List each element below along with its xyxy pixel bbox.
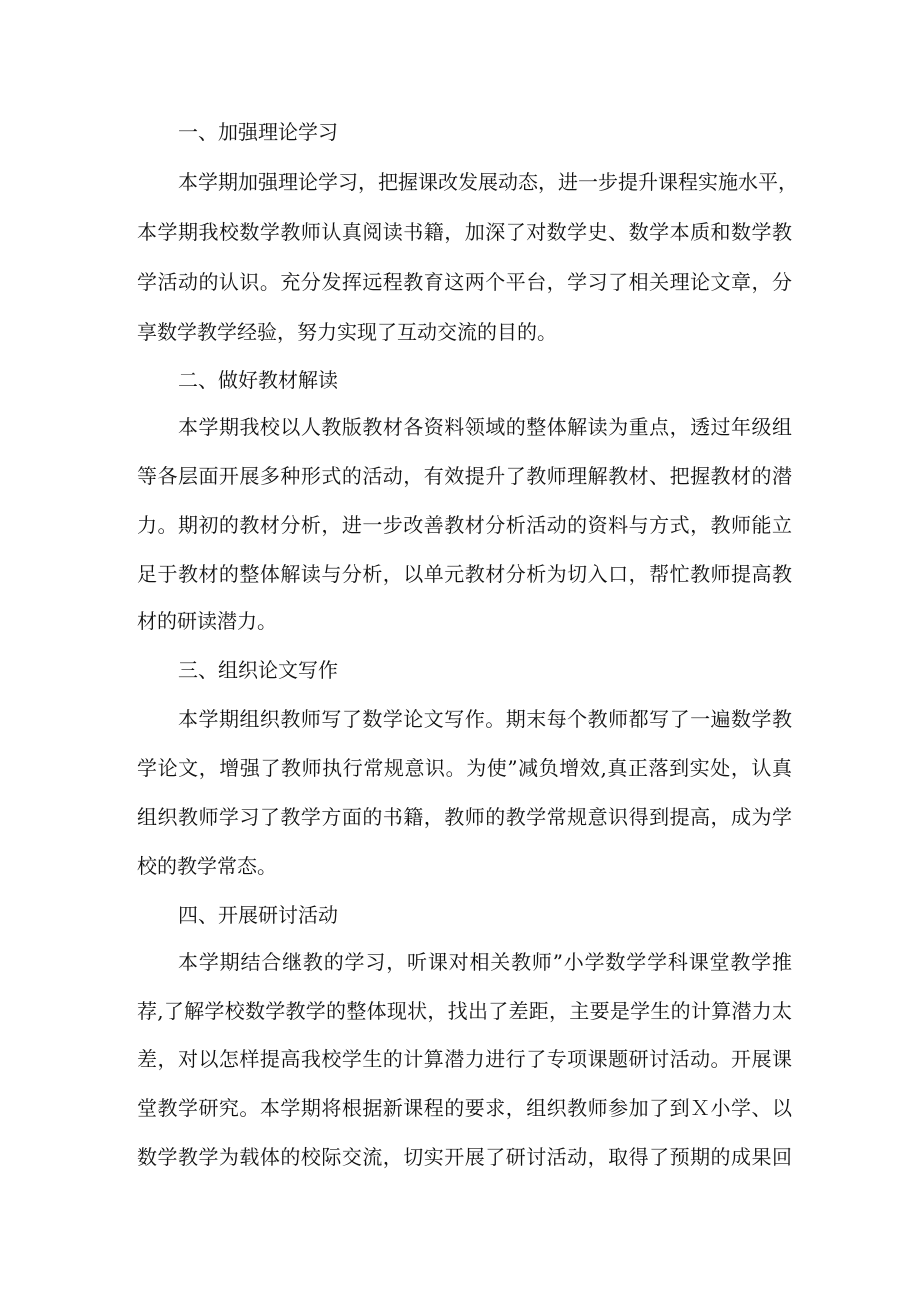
paragraph-3-line-3: 组织教师学习了教学方面的书籍，教师的教学常规意识得到提高，成为学	[137, 805, 792, 829]
paragraph-4-line-4: 堂教学研究。本学期将根据新课程的要求，组织教师参加了到Ｘ小学、以	[137, 1096, 792, 1120]
paragraph-4-line-2: 荐,了解学校数学教学的整体现状，找出了差距，主要是学生的计算潜力太	[137, 999, 792, 1023]
section-heading-1: 一、加强理论学习	[178, 120, 338, 144]
paragraph-1-line-3: 学活动的认识。充分发挥远程教育这两个平台，学习了相关理论文章，分	[137, 270, 792, 294]
paragraph-1-line-4: 享数学教学经验，努力实现了互动交流的目的。	[137, 320, 557, 344]
section-heading-3: 三、组织论文写作	[178, 658, 338, 682]
paragraph-2-line-1: 本学期我校以人教版教材各资料领域的整体解读为重点，透过年级组	[178, 415, 792, 439]
paragraph-4-line-1: 本学期结合继教的学习，听课对相关教师”小学数学学科课堂教学推	[178, 950, 792, 974]
paragraph-4-line-5: 数学教学为载体的校际交流，切实开展了研讨活动，取得了预期的成果回	[137, 1145, 792, 1169]
paragraph-4-line-3: 差，对以怎样提高我校学生的计算潜力进行了专项课题研讨活动。开展课	[137, 1047, 792, 1071]
paragraph-3-line-4: 校的教学常态。	[137, 854, 277, 878]
paragraph-2-line-2: 等各层面开展多种形式的活动，有效提升了教师理解教材、把握教材的潜	[137, 464, 792, 488]
paragraph-1-line-2: 本学期我校数学教师认真阅读书籍，加深了对数学史、数学本质和数学教	[137, 220, 792, 244]
paragraph-3-line-2: 学论文，增强了教师执行常规意识。为使”减负增效,真正落到实处，认真	[137, 756, 792, 780]
paragraph-2-line-5: 材的研读潜力。	[137, 609, 277, 633]
section-heading-4: 四、开展研讨活动	[178, 903, 338, 927]
paragraph-2-line-4: 足于教材的整体解读与分析，以单元教材分析为切入口，帮忙教师提高教	[137, 562, 792, 586]
paragraph-1-line-1: 本学期加强理论学习，把握课改发展动态，进一步提升课程实施水平，	[178, 170, 798, 194]
section-heading-2: 二、做好教材解读	[178, 368, 338, 392]
paragraph-2-line-3: 力。期初的教材分析，进一步改善教材分析活动的资料与方式，教师能立	[137, 513, 792, 537]
paragraph-3-line-1: 本学期组织教师写了数学论文写作。期末每个教师都写了一遍数学教	[178, 707, 792, 731]
